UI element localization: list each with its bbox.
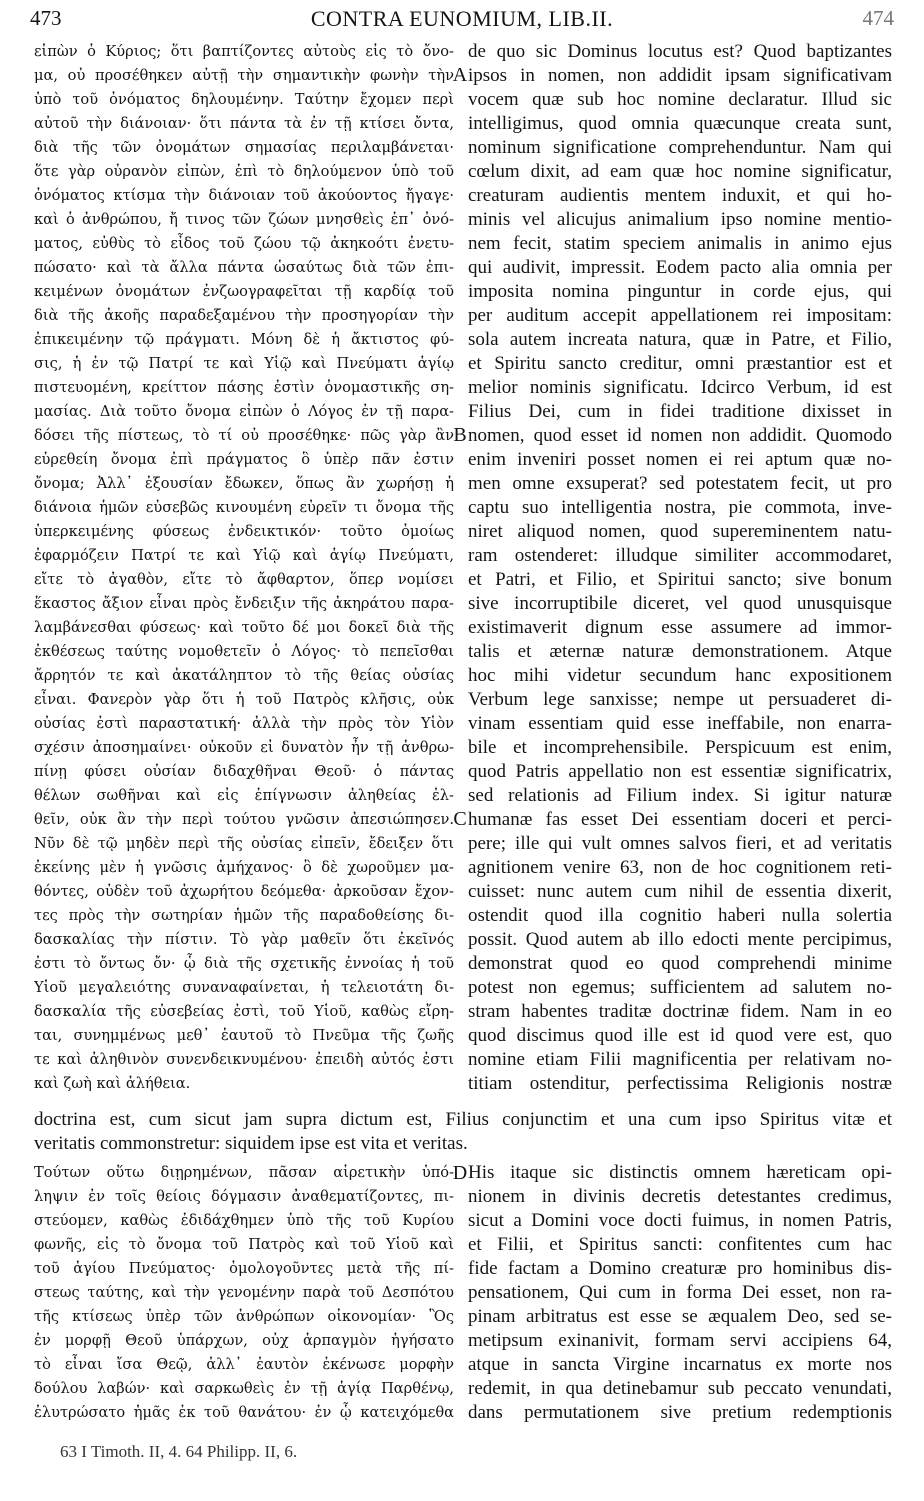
text-line: θόντες, οὐδὲν τοῦ ἀχωρήτου δεόμεθα· ἀρκοῦσαν ἔχον- (34, 883, 454, 900)
text-line: δόσει τῆς πίστεως, τὸ τί οὐ προσέθηκε· πῶς γὰρ ἂν (34, 427, 454, 444)
text-line: de quo sic Dominus locutus est? Quod baptizantes (468, 41, 892, 62)
text-line: εἴτε τὸ ἀγαθὸν, εἴτε τὸ ἄφθαρτον, ὅπερ νομίσει (34, 571, 454, 588)
text-line: hoc mihi videtur secundum hanc expositionem (468, 665, 892, 686)
latin-column (468, 40, 892, 1096)
text-line: minis vel alicujus animalium ipso nomine mentio- (468, 209, 892, 230)
running-title: CONTRA EUNOMIUM, LIB.II. (310, 6, 614, 31)
text-line: nomine etiam Filii magnificentia per relativam no- (468, 1049, 892, 1070)
page-number-right: 474 (862, 6, 894, 30)
text-line: ἐκθέσεως ταύτης νομοθετεῖν ὁ Λόγος· τὸ πεπεῖσθαι (34, 643, 454, 660)
text-line: ὄνομα; Ἀλλ᾽ ἐξουσίαν ἔδωκεν, ὅπως ἂν χωρήσῃ ἡ (34, 475, 454, 492)
text-line: ἐστι τὸ ὄντως ὄν· ᾧ διὰ τῆς σχετικῆς ἐννοίας ἡ τοῦ (34, 955, 454, 972)
text-line: niret aliquod nomen, quod supereminentem natu- (468, 521, 892, 542)
text-line: titiam ostenditur, perfectissima Religionis nostræ (468, 1073, 892, 1094)
text-line: ἄρρητόν τε καὶ ἀκατάληπτον τὸ τῆς θείας οὐσίας (34, 667, 454, 684)
text-line: δασκαλία τῆς εὐσεβείας ἐστὶ, τοῦ Υἱοῦ, καθὼς εἴρη- (34, 1003, 454, 1020)
text-line: διὰ τῆς ἀκοῆς παραδεξαμένου τὴν προσηγορίαν τὴν (34, 307, 454, 324)
text-line: sola autem increata natura, quæ in Patre, et Filio, (468, 329, 892, 350)
text-line: ὅτε γὰρ οὐρανὸν εἰπὼν, ἐπὶ τὸ δηλούμενον ὑπὸ τοῦ (34, 163, 454, 180)
text-line: et Spiritu sancto creditur, omni præstantior est et (468, 353, 892, 374)
text-line: αὐτοῦ τὴν διάνοιαν· ὅτι πάντα τὰ ἐν τῇ κτίσει ὄντα, (34, 115, 454, 132)
text-line: τῆς κτίσεως ὑπὲρ τῶν ἀνθρώπων οἰκονομίαν· Ὃς (34, 1308, 454, 1325)
text-line: ληψιν ἐν τοῖς θείοις δόγμασιν ἀναθεματίζοντες, πι- (34, 1188, 454, 1205)
text-line: ram ostenderet: illudque similiter accommodaret, (468, 545, 892, 566)
text-line: possit. Quod autem ab illo edocti mente percipimus, (468, 929, 892, 950)
text-line: ὀνόματος κτίσμα τὴν διάνοιαν τοῦ ἀκούοντος ἤγαγε· (34, 187, 454, 204)
text-line: Υἱοῦ μεγαλειότης συναναφαίνεται, ἡ τελειοτάτη δι- (34, 979, 454, 996)
text-line: ἐπικειμένην τῷ πράγματι. Μόνη δὲ ἡ ἄκτιστος φύ- (34, 331, 454, 348)
text-line: καὶ ζωὴ καὶ ἀλήθεια. (34, 1075, 191, 1092)
text-line: πώσατο· καὶ τὰ ἄλλα πάντα ὡσαύτως διὰ τῶν ἐπι- (34, 259, 454, 276)
text-line: potest non egemus; sufficientem ad salutem no- (468, 977, 892, 998)
text-line: intelligimus, quod omnia quæcunque creata sunt, (468, 113, 892, 134)
text-line: men omne exsuperat? sed potestatem fecit, ut pro (468, 473, 892, 494)
footnotes: 63 I Timoth. II, 4. 64 Philipp. II, 6. (60, 1442, 298, 1461)
text-line: τοῦ ἁγίου Πνεύματος· ὁμολογοῦντες μετὰ τῆς πί- (34, 1260, 454, 1277)
text-line: σις, ἡ ἐν τῷ Πατρί τε καὶ Υἱῷ καὶ Πνεύματι ἁγίῳ (34, 355, 454, 372)
text-line: δασκαλίας τὴν πίστιν. Τὸ γὰρ μαθεῖν ὅτι ἐκεῖνός (34, 931, 454, 948)
text-line: His itaque sic distinctis omnem hæreticam opi- (468, 1162, 892, 1183)
latin-column-continued (468, 1161, 892, 1425)
text-line: στεύομεν, καθὼς ἐδιδάχθημεν ὑπὸ τῆς τοῦ Κυρίου (34, 1212, 454, 1229)
text-line: τε καὶ ἀληθινὸν συνενδεικνυμένου· ἐπειδὴ αὐτός ἐστι (34, 1051, 454, 1068)
margin-marker-d: D (452, 1162, 468, 1184)
text-line: humanæ fas esset Dei essentiam doceri et perci- (468, 809, 892, 830)
text-line: qui audivit, impressit. Eodem pacto alia omnia per (468, 257, 892, 278)
text-line: redemit, in qua detinebamur sub peccato venundati, (468, 1378, 892, 1399)
text-line: ἕκαστος ἄξιον εἶναι πρὸς ἔνδειξιν τῆς ἀκηράτου παρα- (34, 595, 454, 612)
text-line: ται, συνημμένως μεθ᾽ ἑαυτοῦ τὸ Πνεῦμα τῆς ζωῆς (34, 1027, 454, 1044)
text-line: cœlum dixit, ad eam quæ hoc nomine significatur, (468, 161, 892, 182)
text-line: ἐκείνης μὲν ἡ γνῶσις ἀμήχανος· ὃ δὲ χωροῦμεν μα- (34, 859, 454, 876)
text-line: εἶναι. Φανερὸν γὰρ ὅτι ἡ τοῦ Πατρὸς κλῆσις, οὐκ (34, 691, 454, 708)
text-line: nomen, quod esset id nomen non addidit. Quomodo (468, 425, 892, 446)
text-line: τὸ εἶναι ἴσα Θεῷ, ἀλλ᾽ ἑαυτὸν ἐκένωσε μορφὴν (34, 1356, 454, 1373)
text-line: Filius Dei, cum in fidei traditione dixisset in (468, 401, 892, 422)
text-line: ἐν μορφῇ Θεοῦ ὑπάρχων, οὐχ ἁρπαγμὸν ἡγήσατο (34, 1332, 454, 1349)
text-line: captu suo intelligentia nostra, pie commota, inve- (468, 497, 892, 518)
text-line: enim inveniri posset nomen ei rei aptum quæ no- (468, 449, 892, 470)
margin-marker-a: A (452, 64, 468, 86)
text-line: dans permutationem sive pretium redemptionis (468, 1402, 892, 1423)
text-line: vocem quæ sub hoc nomine declaratur. Illud sic (468, 89, 892, 110)
text-line: δούλου λαβών· καὶ σαρκωθεὶς ἐν τῇ ἁγίᾳ Παρθένῳ, (34, 1380, 454, 1397)
text-line: sive incorruptibile diceret, vel quod unusquisque (468, 593, 892, 614)
text-line: ὑπὸ τοῦ ὀνόματος δηλουμένην. Ταύτην ἔχομεν περὶ (34, 91, 454, 108)
text-line: οὐσίας ἐστὶ παραστατική· ἀλλὰ τὴν πρὸς τὸν Υἱὸν (34, 715, 454, 732)
text-line: sicut a Domini voce docti fuimus, in nomen Patris, (468, 1210, 892, 1231)
text-line: εἰπὼν ὁ Κύριος; ὅτι βαπτίζοντες αὐτοὺς εἰς τὸ ὄνο- (34, 43, 454, 60)
text-line: Verbum lege sanxisse; nempe ut persuaderet di- (468, 689, 892, 710)
text-line: διὰ τῆς τῶν ὀνομάτων σημασίας περιλαμβάνεται· (34, 139, 454, 156)
text-line: pinam arbitratus est esse se æqualem Deo, sed se- (468, 1306, 892, 1327)
text-line: διάνοια ἡμῶν εὐσεβῶς κινουμένη εὑρεῖν τι ὄνομα τῆς (34, 499, 454, 516)
text-line: nominum significatione comprehenduntur. Nam qui (468, 137, 892, 158)
text-line: pensationem, Qui cum in forma Dei esset, non ra- (468, 1282, 892, 1303)
text-line: καὶ ὁ ἀνθρώπου, ἤ τινος τῶν ζώων μνησθεὶς ἐπ᾽ ὀνό- (34, 211, 454, 228)
text-line: et Filii, et Spiritus sancti: confitentes cum hac (468, 1234, 892, 1255)
latin-bridge-text (34, 1108, 892, 1156)
text-line: στεως ταύτης, καὶ τὴν γενομένην παρὰ τοῦ Δεσπότου (34, 1284, 454, 1301)
text-line: ostendit quod illa cognitio haberi nulla solertia (468, 905, 892, 926)
text-line: θέλων σωθῆναι καὶ εἰς ἐπίγνωσιν ἀληθείας ἐλ- (34, 787, 454, 804)
page-number-left: 473 (30, 6, 62, 30)
text-line: agnitionem venire 63, non de hoc cognitionem reti- (468, 857, 892, 878)
text-line: pere; ille qui vult omnes salvos fieri, et ad veritatis (468, 833, 892, 854)
text-line: ἐφαρμόζειν Πατρί τε καὶ Υἱῷ καὶ ἁγίῳ Πνεύματι, (34, 547, 454, 564)
text-line: melior nominis significatu. Idcirco Verbum, id est (468, 377, 892, 398)
text-line: πίνῃ φύσει οὐσίαν διδαχθῆναι Θεοῦ· ὁ πάντας (34, 763, 454, 780)
text-line: veritatis commonstretur: siquidem ipse est vita et veritas. (34, 1133, 468, 1154)
text-line: nem fecit, statim speciem animalis in animo ejus (468, 233, 892, 254)
page-header (30, 6, 894, 40)
text-line: atque in sancta Virgine incarnatus ex morte nos (468, 1354, 892, 1375)
text-line: fide factam a Domino creaturæ pro hominibus dis- (468, 1258, 892, 1279)
text-line: quod Patris appellatio non est essentiæ significatrix, (468, 761, 892, 782)
text-line: θεῖν, οὐκ ἂν τὴν περὶ τούτου γνῶσιν ἀπεσιώπησεν. (34, 811, 454, 828)
text-line: sed relationis ad Filium index. Si igitur naturæ (468, 785, 892, 806)
text-line: ὑπερκειμένης φύσεως ἐνδεικτικόν· τοῦτο ὁμοίως (34, 523, 454, 540)
margin-marker-c: C (453, 808, 467, 830)
text-line: quod discimus quod ille est id quod vere est, quo (468, 1025, 892, 1046)
text-line: per auditum accepit appellationem rei impositam: (468, 305, 892, 326)
text-line: metipsum exinanivit, formam servi accipiens 64, (468, 1330, 892, 1351)
text-line: imposita nomina pinguntur in corde ejus, qui (468, 281, 892, 302)
text-line: nionem in divinis decretis detestantes credimus, (468, 1186, 892, 1207)
text-line: ipsos in nomen, non addidit ipsam significativam (468, 65, 892, 86)
text-line: demonstrat quod eo quod comprehendi minime (468, 953, 892, 974)
greek-column (34, 40, 454, 1096)
text-line: stram habentes traditæ doctrinæ fidem. Nam in eo (468, 1001, 892, 1022)
text-line: ἐλυτρώσατο ἡμᾶς ἐκ τοῦ θανάτου· ἐν ᾧ κατειχόμεθα (34, 1404, 454, 1421)
text-line: existimaverit dignum esse assumere ad immor- (468, 617, 892, 638)
greek-column-continued (34, 1161, 454, 1425)
margin-marker-b: B (453, 424, 467, 446)
text-line: doctrina est, cum sicut jam supra dictum est, Filius conjunctim et una cum ipso Spiritus vitæ et (34, 1109, 892, 1130)
text-line: creaturam audientis mentem induxit, et qui ho- (468, 185, 892, 206)
text-line: μασίας. Διὰ τοῦτο ὄνομα εἰπὼν ὁ Λόγος ἐν τῇ παρα- (34, 403, 454, 420)
text-line: τες πρὸς τὴν σωτηρίαν ἡμῶν τῆς παραδοθείσης δι- (34, 907, 454, 924)
text-line: εὑρεθείη ὄνομα ἐπὶ πράγματος ὃ ὑπὲρ πᾶν ἐστιν (34, 451, 454, 468)
text-line: et Patri, et Filio, et Spiritui sancto; sive bonum (468, 569, 892, 590)
text-line: Τούτων οὕτω διῃρημένων, πᾶσαν αἱρετικὴν ὑπό- (34, 1164, 454, 1181)
text-line: Νῦν δὲ τῷ μηδὲν περὶ τῆς οὐσίας εἰπεῖν, ἔδειξεν ὅτι (34, 835, 454, 852)
text-line: λαμβάνεσθαι φύσεως· καὶ τοῦτο δέ μοι δοκεῖ διὰ τῆς (34, 619, 454, 636)
text-line: cuisset: nunc autem cum nihil de essentia dixerit, (468, 881, 892, 902)
text-line: vinam essentiam quid esse ineffabile, non enarra- (468, 713, 892, 734)
text-line: φωνῆς, εἰς τὸ ὄνομα τοῦ Πατρὸς καὶ τοῦ Υἱοῦ καὶ (34, 1236, 454, 1253)
text-line: πιστευομένη, κρείττον πάσης ἐστὶν ὀνομαστικῆς ση- (34, 379, 454, 396)
text-line: σχέσιν ἀποσημαίνει· οὐκοῦν εἰ δυνατὸν ἦν τῇ ἀνθρω- (34, 739, 454, 756)
text-line: talis et æternæ naturæ demonstrationem. Atque (468, 641, 892, 662)
text-line: bile et incomprehensibile. Perspicuum est enim, (468, 737, 892, 758)
text-line: κειμένων ὀνομάτων ἐνζωογραφεῖται τῇ καρδίᾳ τοῦ (34, 283, 454, 300)
text-line: μα, οὐ προσέθηκεν αὐτῇ τὴν σημαντικὴν φωνὴν τὴν (34, 67, 454, 84)
text-line: ματος, εὐθὺς τὸ εἶδος τοῦ ζώου τῷ ἀκηκοότι ἐνετυ- (34, 235, 454, 252)
